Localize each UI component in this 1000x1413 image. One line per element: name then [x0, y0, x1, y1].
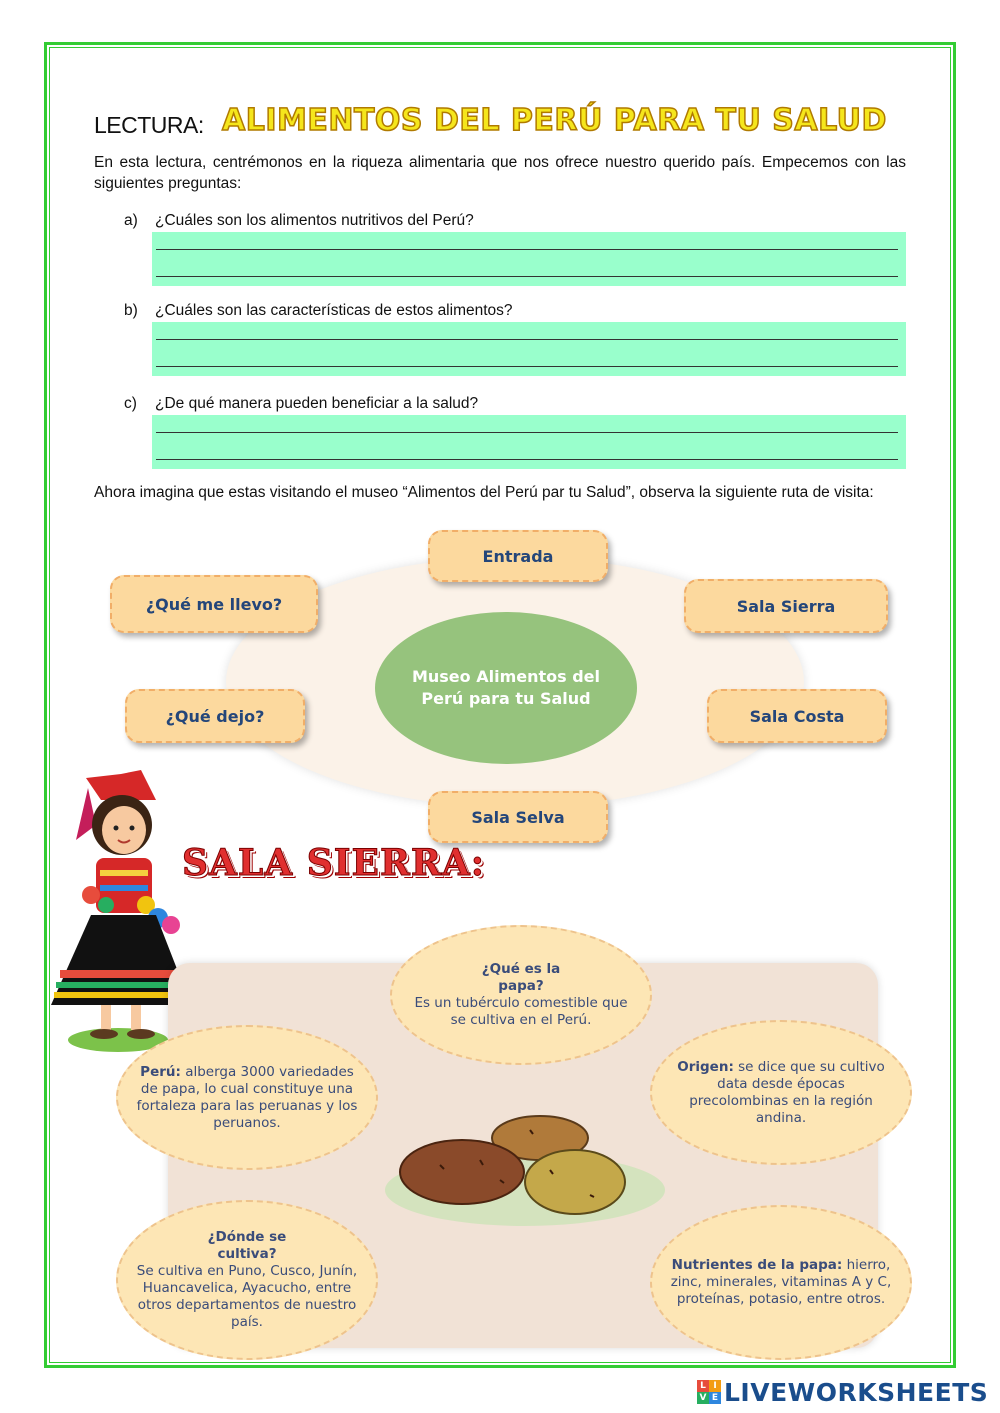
intro-paragraph: En esta lectura, centrémonos en la riqueza alimentaria que nos ofrece nuestro querido país. Empecemos con las siguientes preguntas:: [94, 154, 906, 192]
room-que-me-llevo: ¿Qué me llevo?: [110, 575, 318, 633]
museum-center: Museo Alimentos del Perú para tu Salud: [375, 612, 637, 764]
question-b-text: ¿Cuáles son las características de estos alimentos?: [155, 302, 513, 319]
answer-field-c[interactable]: [152, 415, 906, 469]
question-c-letter: c): [124, 395, 137, 412]
question-b-letter: b): [124, 302, 138, 319]
question-a-letter: a): [124, 212, 138, 229]
liveworksheets-logo-icon: L I V E: [697, 1380, 721, 1404]
room-entrada: Entrada: [428, 530, 608, 582]
answer-field-b[interactable]: [152, 322, 906, 376]
bubble-nutrientes: Nutrientes de la papa: hierro, zinc, minerales, vitaminas A y C, proteínas, potasio, entre otros.: [650, 1205, 912, 1360]
room-sala-sierra: Sala Sierra: [684, 579, 888, 633]
lectura-label: LECTURA:: [94, 112, 204, 138]
bubble-que-es: ¿Qué es la papa? Es un tubérculo comestible que se cultiva en el Perú.: [390, 925, 652, 1065]
sala-sierra-title: SALA SIERRA:: [182, 842, 486, 884]
room-sala-costa: Sala Costa: [707, 689, 887, 743]
bubble-origen: Origen: se dice que su cultivo data desde épocas precolombinas en la región andina.: [650, 1020, 912, 1165]
answer-field-a[interactable]: [152, 232, 906, 286]
page-title: ALIMENTOS DEL PERÚ PARA TU SALUD: [222, 103, 887, 138]
question-c-text: ¿De qué manera pueden beneficiar a la salud?: [155, 395, 479, 412]
question-a-text: ¿Cuáles son los alimentos nutritivos del Perú?: [155, 212, 474, 229]
liveworksheets-brand: LIVEWORKSHEETS: [724, 1378, 989, 1407]
bubble-donde-se-cultiva: ¿Dónde se cultiva? Se cultiva en Puno, Cusco, Junín, Huancavelica, Ayacucho, entre otros departamentos de nuestro país.: [116, 1200, 378, 1360]
room-sala-selva: Sala Selva: [428, 791, 608, 843]
room-que-dejo: ¿Qué dejo?: [125, 689, 305, 743]
potatoes-illustration: [380, 1110, 670, 1230]
museum-intro-text: Ahora imagina que estas visitando el museo “Alimentos del Perú par tu Salud”, observa la siguiente ruta de visita:: [94, 484, 874, 501]
bubble-peru: Perú: alberga 3000 variedades de papa, lo cual constituye una fortaleza para las peruanas y los peruanos.: [116, 1025, 378, 1170]
